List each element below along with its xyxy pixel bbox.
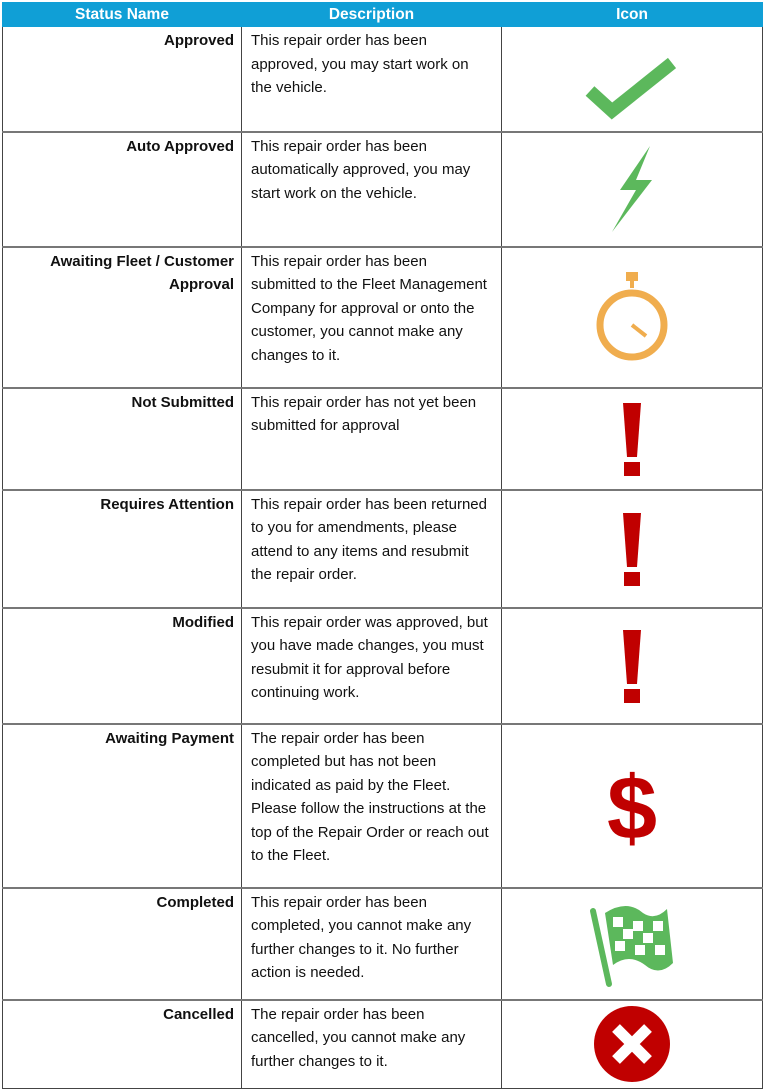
status-table — [2, 2, 763, 1089]
table-row — [3, 490, 763, 608]
table-row — [3, 1000, 763, 1089]
header-row — [3, 3, 763, 27]
status-name: Cancelled — [3, 1000, 242, 1089]
cancel-x-icon — [592, 1004, 672, 1084]
table-row — [3, 132, 763, 247]
status-description: This repair order has been returned to you for amendments, please attend to any items and resubmit the repair order. — [242, 490, 502, 608]
header-description: Description — [242, 3, 502, 27]
exclamation-icon — [620, 511, 644, 587]
stopwatch-icon — [592, 270, 672, 365]
status-description: This repair order has been automatically approved, you may start work on the vehicle. — [242, 132, 502, 247]
status-description: The repair order has been completed but has not been indicated as paid by the Fleet. Please follow the instructions at the top of the Repair Order or reach out to the Fleet. — [242, 724, 502, 888]
status-description: This repair order has been approved, you may start work on the vehicle. — [242, 27, 502, 132]
checkmark-icon — [582, 53, 682, 123]
status-name: Auto Approved — [3, 132, 242, 247]
table-row — [3, 888, 763, 1000]
status-description: This repair order has been submitted to the Fleet Management Company for approval or onto the customer, you cannot make any changes to it. — [242, 247, 502, 388]
checkered-flag-icon — [587, 899, 677, 989]
status-name: Modified — [3, 608, 242, 724]
status-name: Completed — [3, 888, 242, 1000]
lightning-icon — [602, 144, 662, 234]
exclamation-icon — [620, 401, 644, 477]
status-name: Awaiting Fleet / Customer Approval — [3, 247, 242, 388]
status-name: Requires Attention — [3, 490, 242, 608]
exclamation-icon — [620, 628, 644, 704]
table-row — [3, 27, 763, 132]
table-row — [3, 724, 763, 888]
status-name: Awaiting Payment — [3, 724, 242, 888]
status-description: This repair order has not yet been submitted for approval — [242, 388, 502, 490]
svg-text:$: $ — [606, 760, 658, 851]
table-row — [3, 247, 763, 388]
status-description: The repair order has been cancelled, you cannot make any further changes to it. — [242, 1000, 502, 1089]
header-icon: Icon — [502, 3, 763, 27]
table-row — [3, 388, 763, 490]
table-row — [3, 608, 763, 724]
header-status-name: Status Name — [3, 3, 242, 27]
dollar-icon — [602, 761, 662, 851]
status-description: This repair order has been completed, you cannot make any further changes to it. No further action is needed. — [242, 888, 502, 1000]
status-description: This repair order was approved, but you have made changes, you must resubmit it for approval before continuing work. — [242, 608, 502, 724]
status-name: Not Submitted — [3, 388, 242, 490]
status-name: Approved — [3, 27, 242, 132]
